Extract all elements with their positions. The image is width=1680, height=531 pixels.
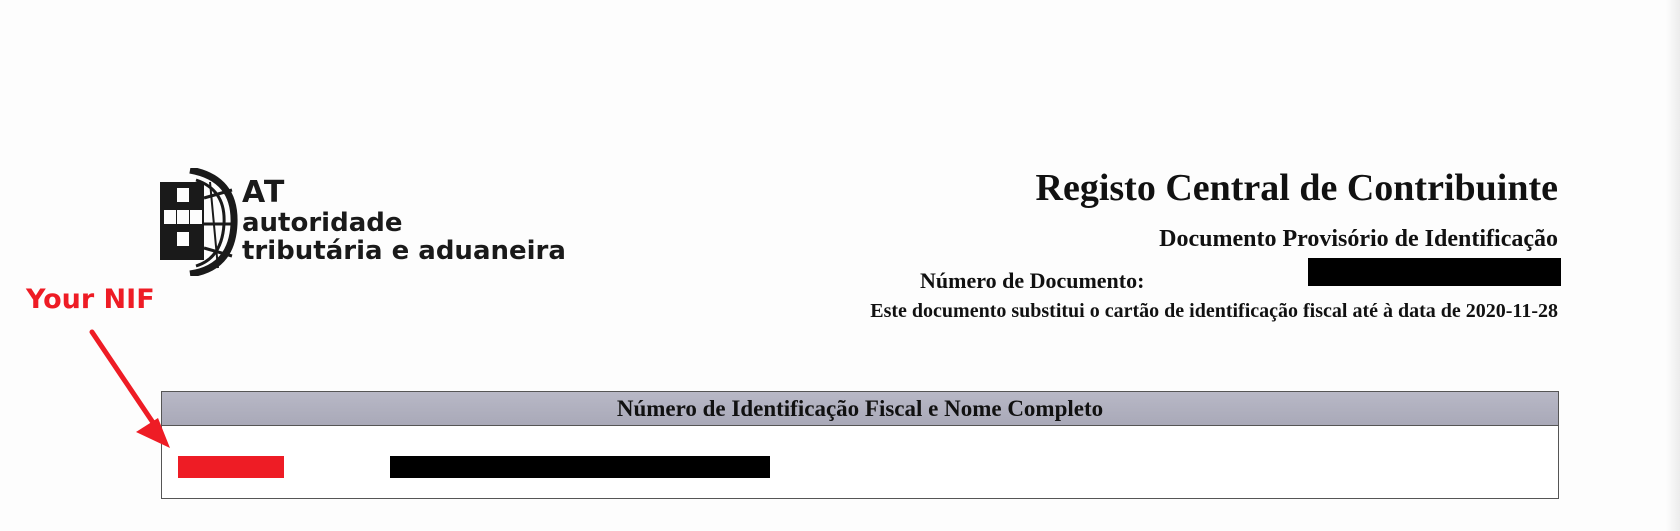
validity-statement: Este documento substitui o cartão de identificação fiscal até à data de 2020-11-28 [870,300,1558,322]
at-logo [160,168,566,276]
nif-name-box [161,391,1559,499]
nif-redaction-highlight [178,456,284,478]
logo-wordmark [242,175,566,266]
logo-line-autoridade: autoridade [242,208,403,238]
document-subtitle: Documento Provisório de Identificação [1159,226,1558,252]
page-title: Registo Central de Contribuinte [1035,167,1558,209]
full-name-redaction [390,456,770,478]
logo-line-tributaria: tributária e aduaneira [242,236,566,266]
logo-at: AT [242,175,286,210]
your-nif-annotation-label: Your NIF [26,284,155,315]
nif-box-header: Número de Identificação Fiscal e Nome Completo [162,392,1558,426]
document-number-label: Número de Documento: [920,268,1145,293]
document-number-redaction [1308,258,1561,286]
page-edge-shadow [1666,0,1680,531]
at-shield-icon [160,168,238,276]
